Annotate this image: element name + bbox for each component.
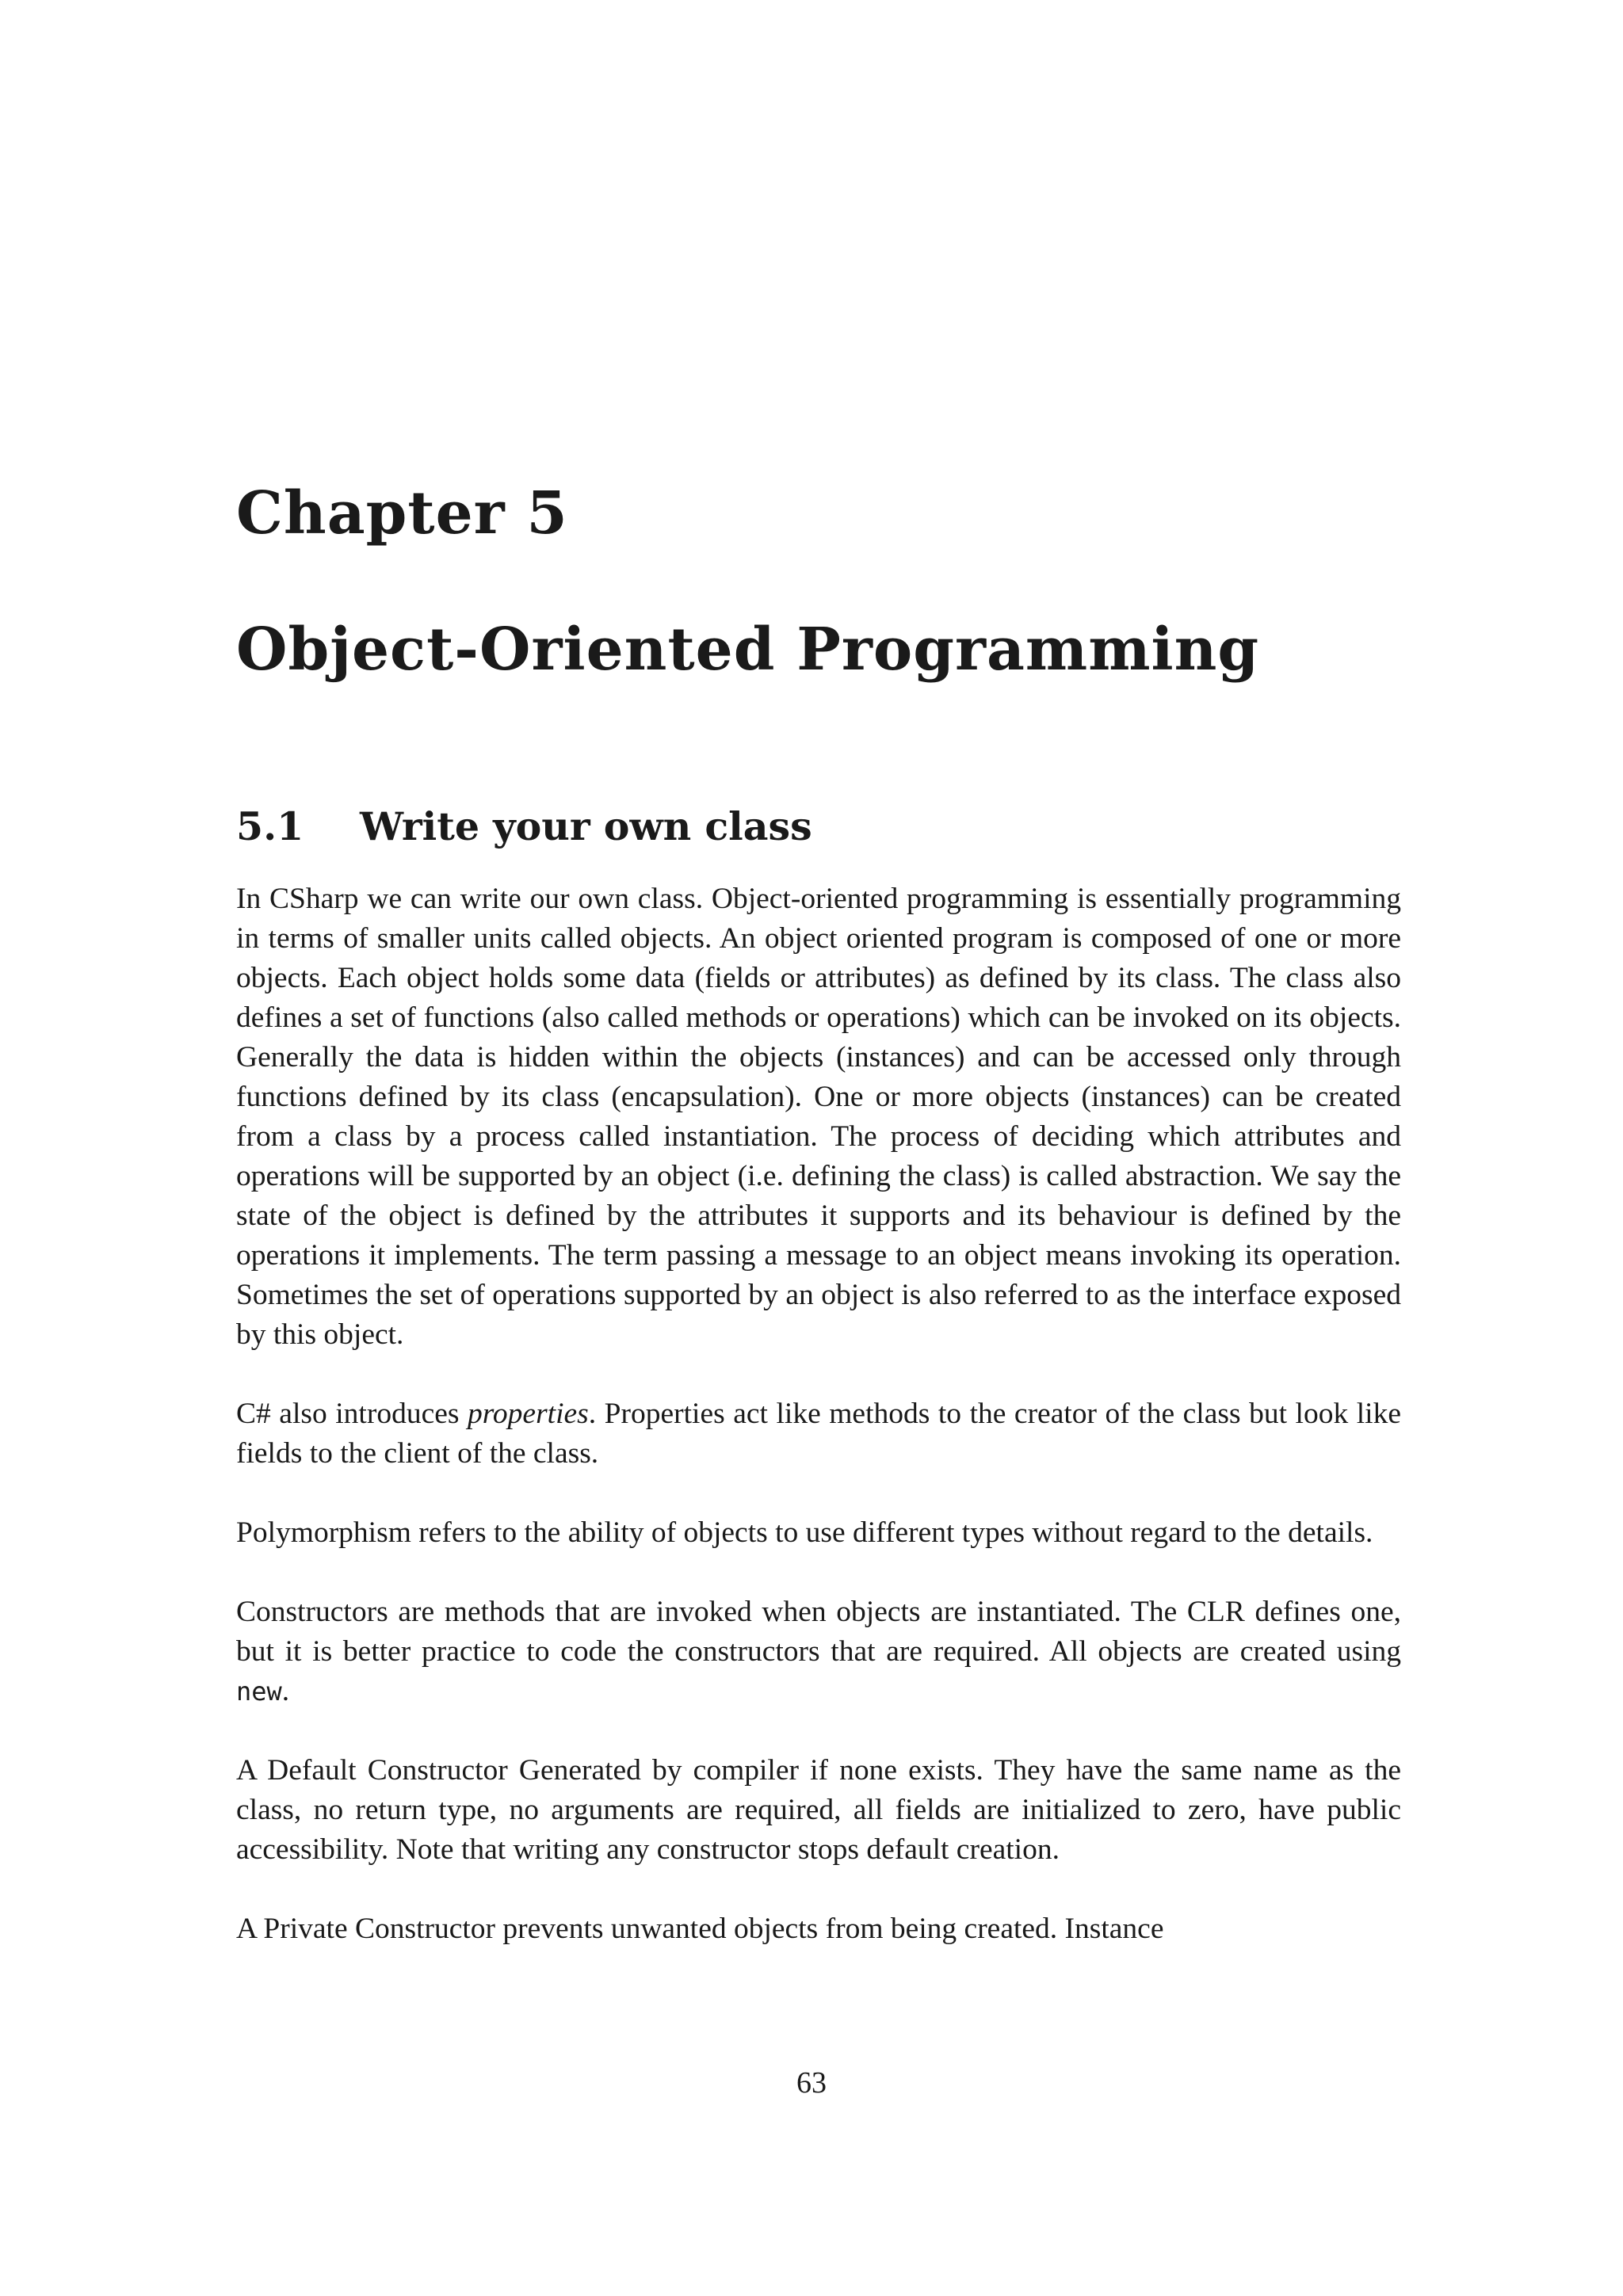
paragraph-private-constructor: A Private Constructor prevents unwanted objects from being created. Instance xyxy=(236,1913,1164,1945)
section-heading xyxy=(236,799,812,854)
paragraph-constructors-end: . xyxy=(281,1675,290,1707)
paragraph-default-constructor: A Default Constructor Generated by compiler if none exists. They have the same name as the class, no return type, no arguments are required, all fields are initialized to zero, have public accessibility. Note that writing any constructor stops default creation. xyxy=(236,1754,1401,1866)
paragraph-properties-lead: C# also introduces xyxy=(236,1398,468,1430)
paragraph-oop-intro: In CSharp we can write our own class. Object-oriented programming is essentially programming in terms of smaller units called objects. An object oriented program is composed of one or more objects. Each object holds some data (fields or attributes) as defined by its class. The class also defines a set of functions (also called methods or operations) which can be invoked on its objects. Generally the data is hidden within the objects (instances) and can be accessed only through functions defined by its class (encapsulation). One or more objects (instances) can be created from a class by a process called instantiation. The process of deciding which attributes and operations will be supported by an object (i.e. defining the class) is called abstraction. We say the state of the object is defined by the attributes it supports and its behaviour is defined by the operations it implements. The term passing a message to an object means invoking its operation. Sometimes the set of operations supported by an object is also referred to as the interface exposed by this object. xyxy=(236,883,1401,1351)
section-title: Write your own class xyxy=(360,803,812,849)
paragraph-properties xyxy=(236,1394,1401,1474)
body-text xyxy=(236,879,1401,1989)
paragraph-polymorphism: Polymorphism refers to the ability of objects to use different types without regard to the details. xyxy=(236,1516,1373,1549)
paragraph-properties-rest: . Properties act like methods to the creator of the class but look like fields to the client of the class. xyxy=(236,1398,1401,1470)
page-number: 63 xyxy=(796,2066,827,2100)
chapter-title: Object-Oriented Programming xyxy=(236,616,1260,684)
paragraph-constructors-lead: Constructors are methods that are invoked when objects are instantiated. The CLR defines one, but it is better practice to code the constructors that are required. All objects are created using xyxy=(236,1596,1401,1668)
chapter-label: Chapter 5 xyxy=(236,479,568,547)
properties-term: properties xyxy=(467,1398,589,1430)
section-number: 5.1 xyxy=(236,803,304,849)
paragraph-constructors xyxy=(236,1592,1401,1711)
new-keyword: new xyxy=(236,1676,282,1707)
